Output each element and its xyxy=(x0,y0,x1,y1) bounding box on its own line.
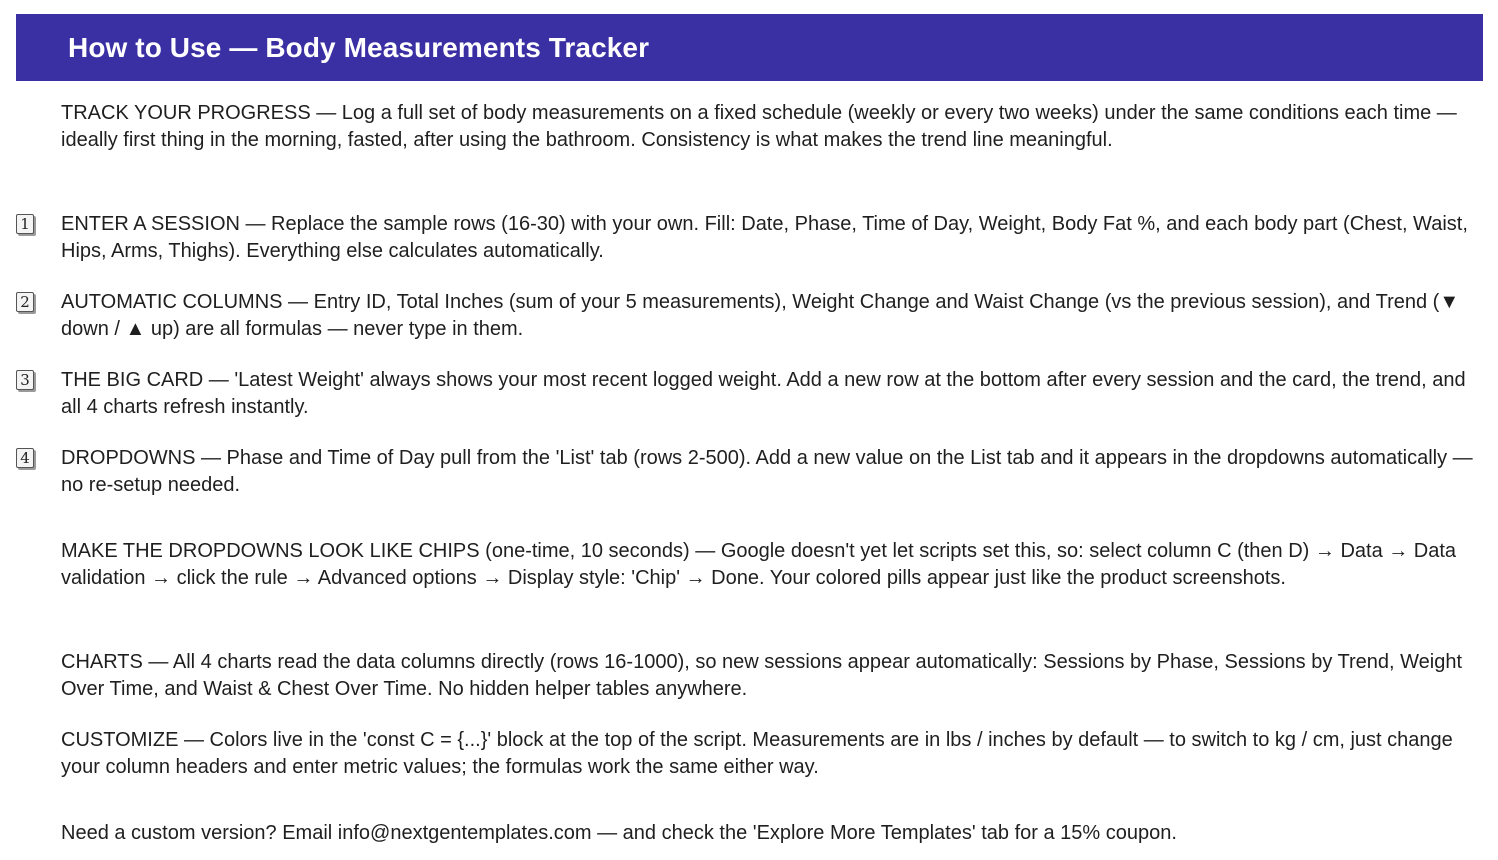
step-3-text: THE BIG CARD — 'Latest Weight' always shows your most recent logged weight. Add a new row at the bottom after every session and the card, the trend, and all 4 charts refresh instantly. xyxy=(61,369,1466,418)
step-1-number-icon: 1 xyxy=(16,214,34,234)
step-2-text: AUTOMATIC COLUMNS — Entry ID, Total Inches (sum of your 5 measurements), Weight Change and Waist Change (vs the previous session), and Trend (▼ down / ▲ up) are all formulas — never type in them. xyxy=(61,291,1460,340)
page-title: How to Use — Body Measurements Tracker xyxy=(68,31,650,63)
step-4-text: DROPDOWNS — Phase and Time of Day pull from the 'List' tab (rows 2-500). Add a new value on the List tab and it appears in the dropdowns automatically — no re-setup needed. xyxy=(61,447,1473,496)
step-1-text: ENTER A SESSION — Replace the sample rows (16-30) with your own. Fill: Date, Phase, Time of Day, Weight, Body Fat %, and each body part (Chest, Waist, Hips, Arms, Thighs). Everything else calculates automatically. xyxy=(61,213,1468,262)
step-4-number-icon: 4 xyxy=(16,448,34,468)
contact-note: Need a custom version? Email info@nextgentemplates.com — and check the 'Explore More Templates' tab for a 15% coupon. xyxy=(61,822,1177,844)
customize-note: CUSTOMIZE — Colors live in the 'const C = {...}' block at the top of the script. Measurements are in lbs / inches by default — to switch to kg / cm, just change your column headers and enter metric values; the formulas work the same either way. xyxy=(61,729,1453,778)
header-banner xyxy=(16,14,1483,81)
intro-paragraph: TRACK YOUR PROGRESS — Log a full set of body measurements on a fixed schedule (weekly or every two weeks) under the same conditions each time — ideally first thing in the morning, fasted, after using the bathroom. Consistency is what makes the trend line meaningful. xyxy=(61,102,1457,151)
chips-note: MAKE THE DROPDOWNS LOOK LIKE CHIPS (one-time, 10 seconds) — Google doesn't yet let scripts set this, so: select column C (then D) → Data → Data validation → click the rule → Advanced options → Display style: 'Chip' → Done. Your colored pills appear just like the product screenshots. xyxy=(61,540,1457,589)
step-3-number-icon: 3 xyxy=(16,370,34,390)
step-2-number-icon: 2 xyxy=(16,292,34,312)
charts-note: CHARTS — All 4 charts read the data columns directly (rows 16-1000), so new sessions appear automatically: Sessions by Phase, Sessions by Trend, Weight Over Time, and Waist & Chest Over Time. No hidden helper tables anywhere. xyxy=(61,651,1463,700)
